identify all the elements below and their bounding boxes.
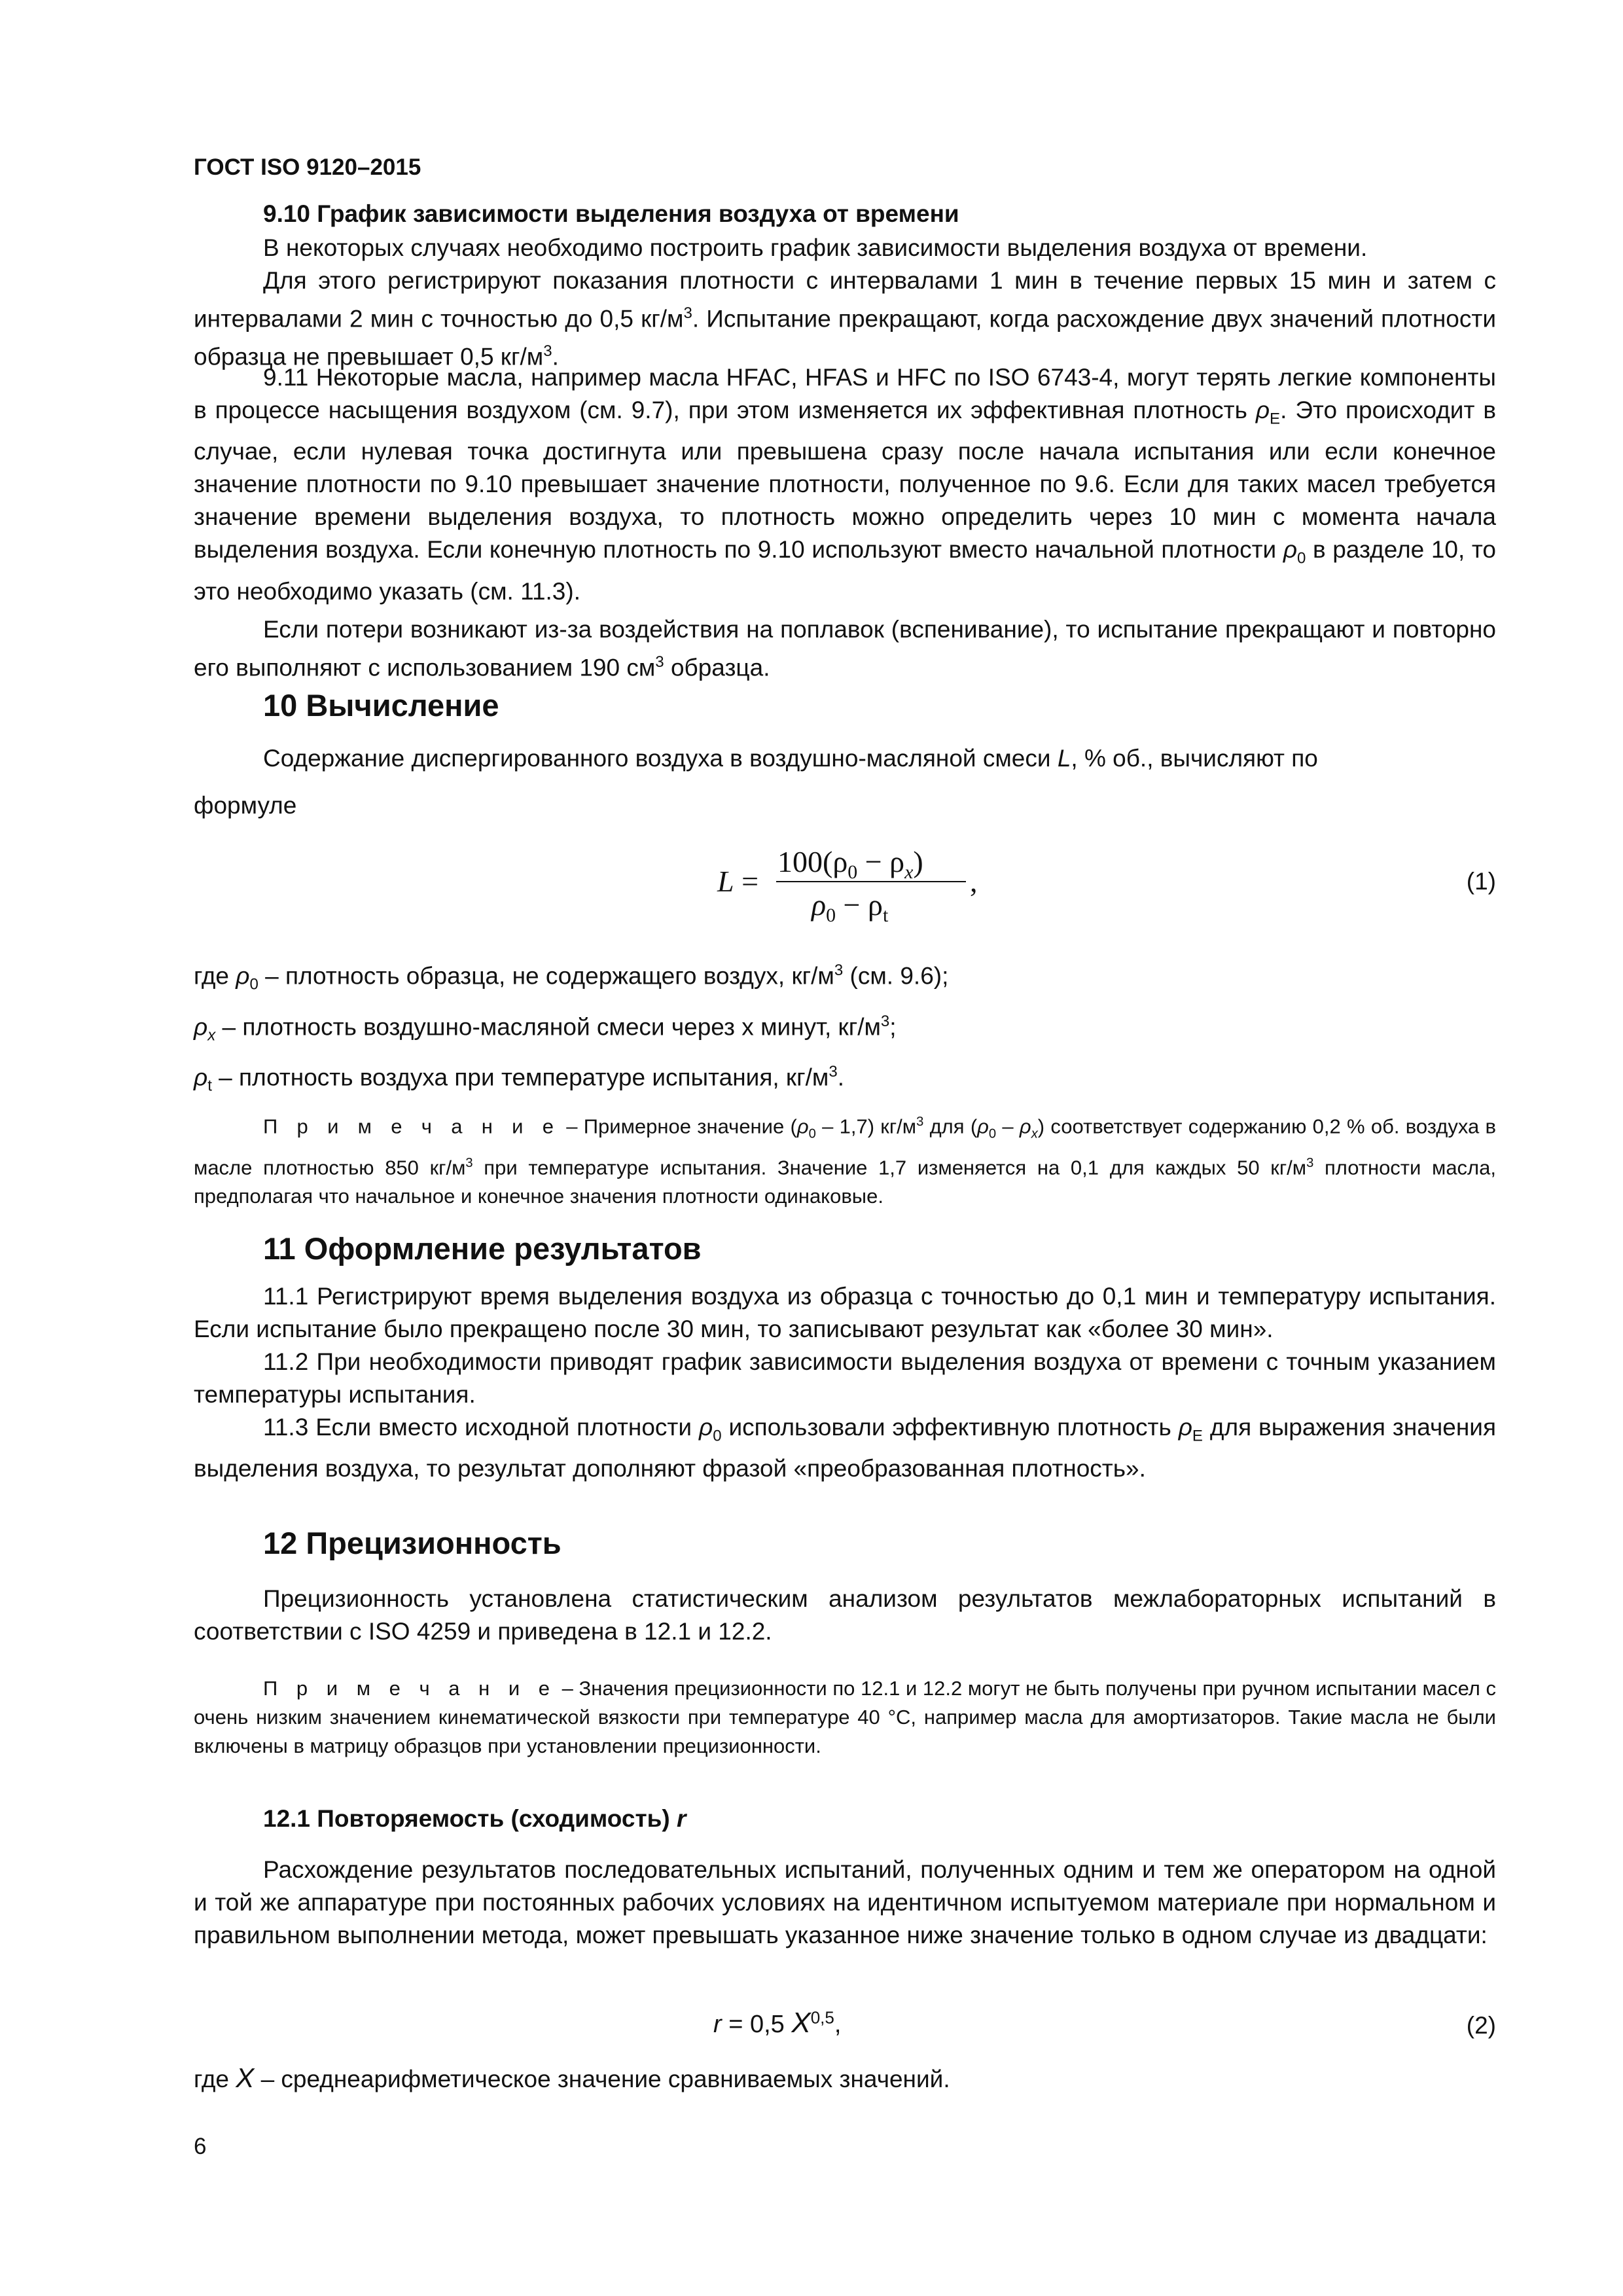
section-12-heading: 12 Прецизионность — [263, 1526, 562, 1560]
section-11-heading: 11 Оформление результатов — [263, 1231, 702, 1266]
document-header: ГОСТ ISO 9120–2015 — [194, 154, 421, 180]
formula-2-number: (2) — [1466, 2012, 1496, 2039]
formula-2-legend — [194, 2062, 1496, 2096]
formula-2: r = 0,5 X$^{0,5}$, — [713, 2007, 842, 2039]
legend-item: где $\rho_0$ – плотность образца, не содержащего воздух, $кг/м^3$ (см. 9.6); — [194, 961, 949, 994]
paragraph: 11.3 Если вместо исходной плотности $\rho_0$ использовали эффективную плотность $\rho_E$ для выражения значения выделения воздуха, то результат дополняют фразой «преобразованная плотность». — [194, 1414, 1497, 1482]
note-paragraph: П р и м е ч а н и е – Значения прецизионности по 12.1 и 12.2 могут не быть получены при ручном испытании масел с очень низким значением кинематической вязкости при температуре 40 °С, например масла для амортизаторов. Такие масла не были включены в матрицу образцов при установлении прецизионности. — [194, 1677, 1496, 1757]
paragraph: формуле — [194, 792, 297, 819]
paragraph: Для этого регистрируют показания плотности с интервалами 1 мин в течение первых 15 мин и затем с интервалами 2 мин с точностью до 0,5 $кг/м^3$. Испытание прекращают, когда расхождение двух значений плотности образца не превышает 0,5 $кг/м^3$. — [194, 267, 1496, 370]
legend-item: $\rho_x$ – плотность воздушно-масляной смеси через х минут, $кг/м^3$; — [194, 1012, 897, 1045]
legend-item: где X – среднеарифметическое значение сравниваемых значений. — [194, 2062, 950, 2093]
section-12-1-body — [194, 1854, 1496, 1952]
formula-1-number: (1) — [1466, 868, 1496, 895]
section-10-intro — [194, 742, 1496, 822]
paragraph: 11.2 При необходимости приводят график зависимости выделения воздуха от времени с точным указанием температуры испытания. — [194, 1348, 1496, 1408]
note-paragraph: П р и м е ч а н и е – Примерное значение $(\rho_0 - 1,7)$ $кг/м^3$ для $(\rho_0 - \rho_x)$ соответствует содержанию 0,2 % об. воздуха в масле плотностью 850 $кг/м^3$ при температуре испытания. Значение 1,7 изменяется на 0,1 для каждых 50 $кг/м^3$ плотности масла, предполагая что начальное и конечное значения плотности одинаковые. — [194, 1115, 1497, 1208]
formula-1-legend — [194, 954, 1496, 1103]
formula-denominator: $\rho_0 - \rho_t$ — [812, 888, 889, 927]
formula-numerator: $100(\rho_0 - \rho_x)$ — [777, 845, 923, 884]
section-11-body — [194, 1280, 1496, 1485]
section-12-note — [194, 1674, 1496, 1761]
paragraph: Расхождение результатов последовательных испытаний, полученных одним и тем же оператором на одной и той же аппаратуре при постоянных рабочих условиях на идентичном испытуемом материале при нормальном и правильном выполнении метода, может превышать указанное ниже значение только в одном случае из двадцати: — [194, 1856, 1496, 1948]
paragraph: Прецизионность установлена статистическим анализом результатов межлабораторных испытаний в соответствии с ISO 4259 и приведена в 12.1 и 12.2. — [194, 1585, 1496, 1645]
paragraph: В некоторых случаях необходимо построить график зависимости выделения воздуха от времени. — [263, 234, 1368, 261]
section-12-intro — [194, 1583, 1496, 1648]
formula-1: L = $100(\rho_0 - \rho_x)$ $\rho_0 - \rho_t$ , — [717, 845, 978, 927]
section-9-11-body — [194, 361, 1496, 684]
legend-item: $\rho_t$ – плотность воздуха при температуре испытания, $кг/м^3$. — [194, 1063, 844, 1096]
fraction-bar — [776, 881, 966, 882]
paragraph: Содержание диспергированного воздуха в воздушно-масляной смеси L, % об., вычисляют по — [263, 745, 1318, 772]
paragraph: 9.11 Некоторые масла, например масла HFAC, HFAS и HFC по ISO 6743-4, могут терять легкие компоненты в процессе насыщения воздухом (см. 9.7), при этом изменяется их эффективная плотность $\rho_E$. Это происходит в случае, если нулевая точка достигнута или превышена сразу после начала испытания или если конечное значение плотности по 9.10 превышает значение плотности, полученное по 9.6. Если для таких масел требуется значение времени выделения воздуха, то плотность можно определить через 10 мин с момента начала выделения воздуха. Если конечную плотность по 9.10 используют вместо начальной плотности $\rho_0$ в разделе 10, то это необходимо указать (см. 11.3). — [194, 364, 1497, 605]
formula-lhs: L = — [717, 865, 759, 898]
paragraph: Если потери возникают из-за воздействия на поплавок (вспенивание), то испытание прекращают и повторно его выполняют с использованием 190 $см^3$ образца. — [194, 615, 1496, 681]
section-10-heading: 10 Вычисление — [263, 688, 499, 723]
section-9-10-body — [194, 232, 1496, 374]
section-9-10-heading: 9.10 График зависимости выделения воздуха от времени — [263, 200, 959, 227]
section-12-1-heading: 12.1 Повторяемость (сходимость) r — [263, 1805, 687, 1832]
paragraph: 11.1 Регистрируют время выделения воздуха из образца с точностью до 0,1 мин и температуру испытания. Если испытание было прекращено после 30 мин, то записывают результат как «более 30 мин». — [194, 1283, 1496, 1342]
section-10-note — [194, 1107, 1496, 1211]
page-number: 6 — [194, 2134, 207, 2159]
